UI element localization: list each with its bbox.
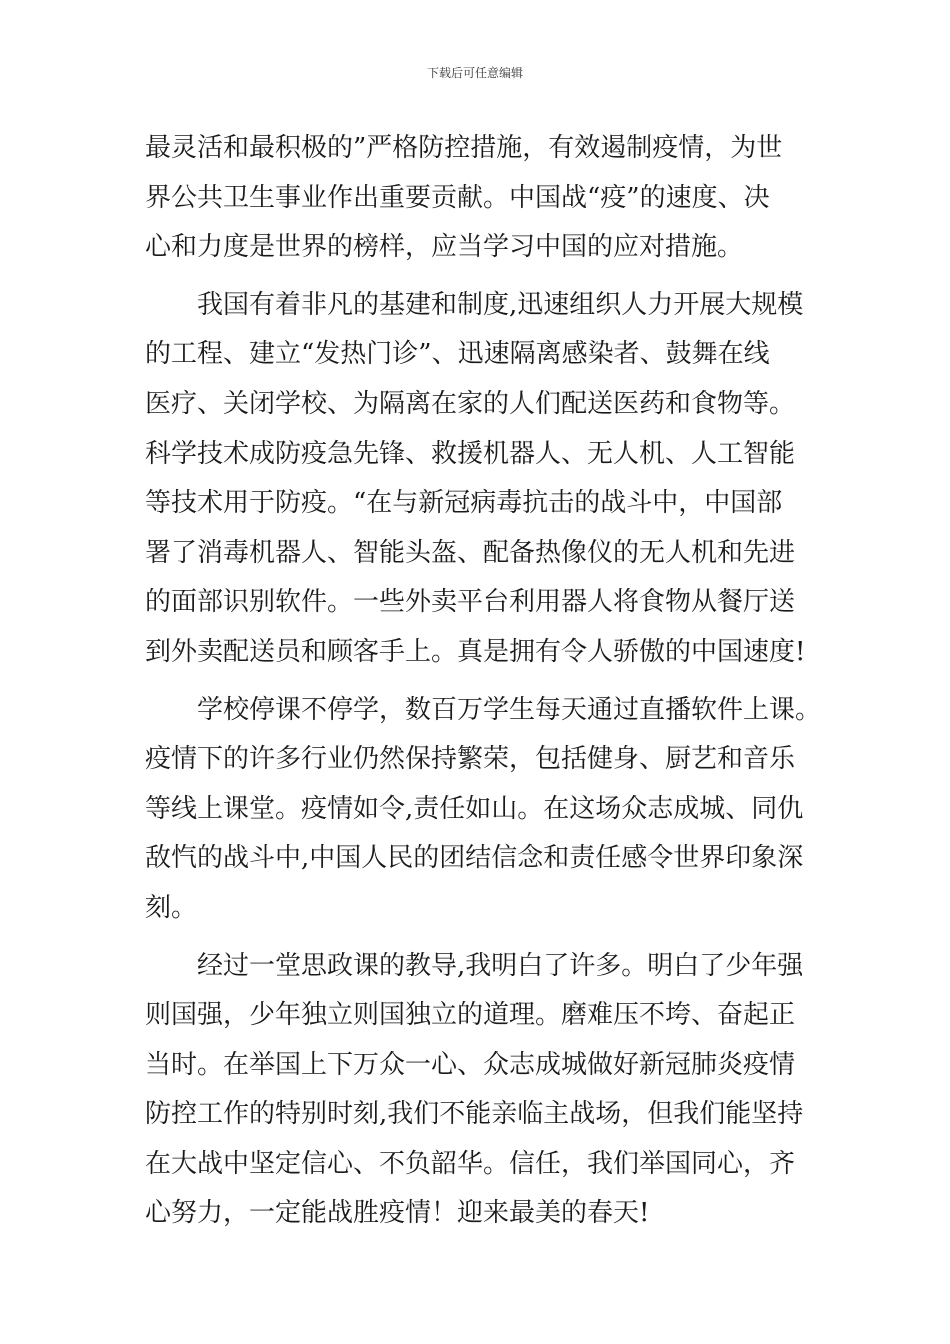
paragraph-line: 心和力度是世界的榜样，应当学习中国的应对措施。 <box>145 232 744 263</box>
paragraph-4 <box>145 942 865 1240</box>
paragraph-line: 科学技术成防疫急先锋、救援机器人、无人机、人工智能 <box>145 438 796 469</box>
document-body <box>145 124 865 1239</box>
paragraph-3 <box>145 686 865 934</box>
paragraph-2 <box>145 281 865 678</box>
paragraph-line: 在大战中坚定信心、不负韶华。信任，我们举国同心，齐 <box>145 1148 796 1179</box>
paragraph-1 <box>145 124 865 273</box>
paragraph-line: 界公共卫生事业作出重要贡献。中国战“疫”的速度、决 <box>145 182 770 213</box>
paragraph-line: 心努力，一定能战胜疫情！迎来最美的春天! <box>145 1198 650 1229</box>
paragraph-line: 当时。在举国上下万众一心、众志成城做好新冠肺炎疫情 <box>145 1049 796 1080</box>
paragraph-line: 经过一堂思政课的教导,我明白了许多。明白了少年强 <box>197 950 804 981</box>
paragraph-line: 的面部识别软件。一些外卖平台利用器人将食物从餐厅送 <box>145 587 796 618</box>
paragraph-line: 最灵活和最积极的”严格防控措施，有效遏制疫情，为世 <box>145 133 783 163</box>
paragraph-line: 等技术用于防疫。“在与新冠病毒抗击的战斗中，中国部 <box>145 488 783 519</box>
paragraph-line: 学校停课不停学，数百万学生每天通过直播软件上课。 <box>197 694 822 725</box>
paragraph-line: 疫情下的许多行业仍然保持繁荣，包括健身、厨艺和音乐 <box>145 744 796 775</box>
paragraph-line: 的工程、建立“发热门诊”、迅速隔离感染者、鼓舞在线 <box>145 339 770 370</box>
paragraph-line: 等线上课堂。疫情如令,责任如山。在这场众志成城、同仇 <box>145 793 804 824</box>
paragraph-line: 署了消毒机器人、智能头盔、配备热像仪的无人机和先进 <box>145 537 796 568</box>
page-header: 下载后可任意编辑 <box>426 66 523 80</box>
paragraph-line: 我国有着非凡的基建和制度,迅速组织人力开展大规模 <box>197 289 804 320</box>
paragraph-line: 则国强，少年独立则国独立的道理。磨难压不垮、奋起正 <box>145 1000 796 1031</box>
paragraph-line: 到外卖配送员和顾客手上。真是拥有令人骄傲的中国速度! <box>145 636 806 667</box>
paragraph-line: 医疗、关闭学校、为隔离在家的人们配送医药和食物等。 <box>145 388 796 419</box>
paragraph-line: 敌忾的战斗中,中国人民的团结信念和责任感令世界印象深 <box>145 843 804 874</box>
paragraph-line: 刻。 <box>145 892 198 923</box>
paragraph-line: 防控工作的特别时刻,我们不能亲临主战场，但我们能坚持 <box>145 1099 804 1130</box>
